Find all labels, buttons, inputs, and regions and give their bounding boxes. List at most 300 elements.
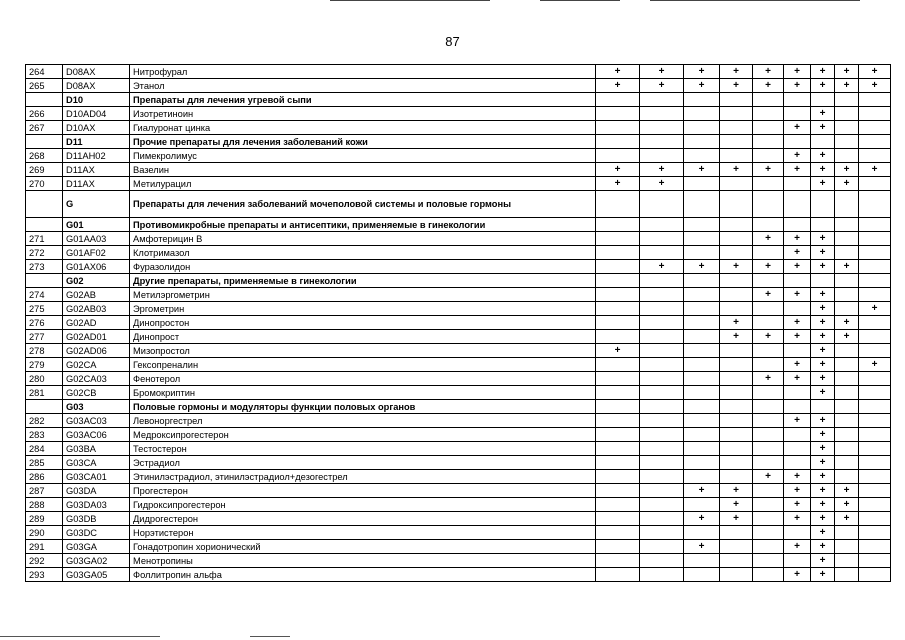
- mark-cell: [835, 358, 859, 372]
- row-number-cell: 268: [26, 149, 63, 163]
- mark-cell: [859, 218, 891, 232]
- drug-name-cell: Гидроксипрогестерон: [130, 498, 596, 512]
- mark-cell: [859, 512, 891, 526]
- row-number-cell: 266: [26, 107, 63, 121]
- atc-code-cell: G02: [63, 274, 130, 288]
- drug-name-cell: Мизопростол: [130, 344, 596, 358]
- section-row: [26, 400, 891, 414]
- mark-cell: [835, 149, 859, 163]
- table-row: [26, 358, 891, 372]
- mark-cell: +: [784, 121, 811, 135]
- mark-cell: [835, 344, 859, 358]
- table-row: [26, 414, 891, 428]
- table-row: [26, 344, 891, 358]
- row-number-cell: 273: [26, 260, 63, 274]
- mark-cell: [753, 107, 784, 121]
- mark-cell: [596, 149, 640, 163]
- drug-name-cell: Пимекролимус: [130, 149, 596, 163]
- mark-cell: +: [811, 330, 835, 344]
- atc-code-cell: G01AX06: [63, 260, 130, 274]
- mark-cell: +: [859, 163, 891, 177]
- mark-cell: [640, 456, 684, 470]
- atc-code-cell: D08AX: [63, 65, 130, 79]
- mark-cell: +: [596, 177, 640, 191]
- mark-cell: [835, 470, 859, 484]
- mark-cell: +: [811, 526, 835, 540]
- mark-cell: +: [811, 246, 835, 260]
- row-number-cell: 284: [26, 442, 63, 456]
- mark-cell: [684, 498, 720, 512]
- mark-cell: +: [811, 386, 835, 400]
- mark-cell: [596, 260, 640, 274]
- atc-code-cell: D11AX: [63, 163, 130, 177]
- mark-cell: +: [753, 288, 784, 302]
- mark-cell: [640, 246, 684, 260]
- table-row: [26, 177, 891, 191]
- mark-cell: +: [811, 512, 835, 526]
- drug-name-cell: Половые гормоны и модуляторы функции половых органов: [130, 400, 596, 414]
- mark-cell: [640, 372, 684, 386]
- row-number-cell: 283: [26, 428, 63, 442]
- mark-cell: [859, 428, 891, 442]
- mark-cell: [753, 442, 784, 456]
- mark-cell: [835, 302, 859, 316]
- mark-cell: +: [811, 121, 835, 135]
- atc-code-cell: G02AD: [63, 316, 130, 330]
- mark-cell: [684, 442, 720, 456]
- atc-code-cell: G03GA05: [63, 568, 130, 582]
- mark-cell: [859, 344, 891, 358]
- mark-cell: [684, 93, 720, 107]
- mark-cell: [859, 526, 891, 540]
- drug-name-cell: Менотропины: [130, 554, 596, 568]
- mark-cell: [596, 316, 640, 330]
- mark-cell: +: [811, 163, 835, 177]
- mark-cell: [811, 218, 835, 232]
- table-row: [26, 442, 891, 456]
- mark-cell: [720, 372, 753, 386]
- mark-cell: [753, 386, 784, 400]
- table-row: [26, 260, 891, 274]
- row-number-cell: 280: [26, 372, 63, 386]
- mark-cell: [859, 107, 891, 121]
- atc-code-cell: G02CA: [63, 358, 130, 372]
- mark-cell: [859, 372, 891, 386]
- mark-cell: +: [811, 484, 835, 498]
- drug-name-cell: Гиалуронат цинка: [130, 121, 596, 135]
- scan-bottom-line: [0, 636, 160, 637]
- mark-cell: [811, 93, 835, 107]
- mark-cell: [720, 121, 753, 135]
- mark-cell: +: [811, 344, 835, 358]
- mark-cell: +: [784, 316, 811, 330]
- mark-cell: +: [720, 316, 753, 330]
- atc-code-cell: D08AX: [63, 79, 130, 93]
- row-number-cell: 274: [26, 288, 63, 302]
- mark-cell: [835, 400, 859, 414]
- drug-name-cell: Дидрогестерон: [130, 512, 596, 526]
- mark-cell: +: [811, 442, 835, 456]
- mark-cell: +: [784, 163, 811, 177]
- mark-cell: [753, 400, 784, 414]
- scan-top-line: [650, 0, 860, 1]
- drug-name-cell: Фенотерол: [130, 372, 596, 386]
- mark-cell: [811, 191, 835, 218]
- mark-cell: +: [596, 65, 640, 79]
- mark-cell: +: [811, 288, 835, 302]
- mark-cell: +: [640, 79, 684, 93]
- row-number-cell: 269: [26, 163, 63, 177]
- mark-cell: [859, 484, 891, 498]
- mark-cell: [684, 149, 720, 163]
- mark-cell: +: [684, 484, 720, 498]
- atc-code-cell: G02AD06: [63, 344, 130, 358]
- mark-cell: +: [784, 540, 811, 554]
- row-number-cell: 277: [26, 330, 63, 344]
- mark-cell: +: [811, 540, 835, 554]
- mark-cell: [753, 428, 784, 442]
- mark-cell: [596, 386, 640, 400]
- mark-cell: [684, 191, 720, 218]
- mark-cell: +: [784, 512, 811, 526]
- mark-cell: [859, 386, 891, 400]
- mark-cell: +: [684, 260, 720, 274]
- mark-cell: [753, 121, 784, 135]
- mark-cell: +: [811, 177, 835, 191]
- drug-name-cell: Фоллитропин альфа: [130, 568, 596, 582]
- table-row: [26, 302, 891, 316]
- mark-cell: +: [784, 330, 811, 344]
- mark-cell: +: [811, 470, 835, 484]
- mark-cell: +: [753, 260, 784, 274]
- mark-cell: [811, 274, 835, 288]
- mark-cell: [684, 316, 720, 330]
- mark-cell: [720, 107, 753, 121]
- mark-cell: +: [835, 163, 859, 177]
- atc-code-cell: G03GA: [63, 540, 130, 554]
- atc-code-cell: G01AF02: [63, 246, 130, 260]
- mark-cell: [811, 400, 835, 414]
- mark-cell: [684, 372, 720, 386]
- mark-cell: [859, 554, 891, 568]
- table-row: [26, 526, 891, 540]
- mark-cell: +: [720, 498, 753, 512]
- mark-cell: [720, 526, 753, 540]
- mark-cell: [596, 540, 640, 554]
- mark-cell: [596, 568, 640, 582]
- mark-cell: +: [720, 260, 753, 274]
- mark-cell: +: [811, 302, 835, 316]
- drug-name-cell: Препараты для лечения заболеваний мочеполовой системы и половые гормоны: [130, 191, 596, 218]
- mark-cell: +: [720, 512, 753, 526]
- row-number-cell: 272: [26, 246, 63, 260]
- mark-cell: [720, 288, 753, 302]
- mark-cell: +: [835, 512, 859, 526]
- mark-cell: [684, 414, 720, 428]
- row-number-cell: 287: [26, 484, 63, 498]
- mark-cell: [835, 218, 859, 232]
- mark-cell: [720, 232, 753, 246]
- mark-cell: [596, 218, 640, 232]
- mark-cell: [596, 442, 640, 456]
- mark-cell: +: [753, 79, 784, 93]
- mark-cell: [720, 400, 753, 414]
- mark-cell: +: [784, 288, 811, 302]
- mark-cell: [640, 498, 684, 512]
- mark-cell: [835, 554, 859, 568]
- mark-cell: +: [640, 65, 684, 79]
- mark-cell: [684, 177, 720, 191]
- mark-cell: +: [835, 79, 859, 93]
- mark-cell: [835, 372, 859, 386]
- mark-cell: [784, 442, 811, 456]
- table-row: [26, 121, 891, 135]
- mark-cell: [720, 414, 753, 428]
- mark-cell: +: [811, 554, 835, 568]
- atc-code-cell: G01: [63, 218, 130, 232]
- mark-cell: [753, 498, 784, 512]
- atc-code-cell: G02AD01: [63, 330, 130, 344]
- mark-cell: +: [811, 316, 835, 330]
- table-row: [26, 498, 891, 512]
- atc-code-cell: G: [63, 191, 130, 218]
- mark-cell: [684, 246, 720, 260]
- atc-code-cell: G03DA: [63, 484, 130, 498]
- atc-code-cell: G03CA01: [63, 470, 130, 484]
- row-number-cell: [26, 135, 63, 149]
- mark-cell: [640, 428, 684, 442]
- mark-cell: +: [784, 484, 811, 498]
- row-number-cell: 276: [26, 316, 63, 330]
- row-number-cell: 286: [26, 470, 63, 484]
- atc-code-cell: G03GA02: [63, 554, 130, 568]
- mark-cell: [684, 358, 720, 372]
- mark-cell: +: [684, 163, 720, 177]
- mark-cell: [835, 428, 859, 442]
- row-number-cell: 270: [26, 177, 63, 191]
- mark-cell: [596, 232, 640, 246]
- table-row: [26, 79, 891, 93]
- mark-cell: [596, 135, 640, 149]
- mark-cell: +: [684, 512, 720, 526]
- mark-cell: +: [684, 540, 720, 554]
- mark-cell: [753, 149, 784, 163]
- mark-cell: +: [720, 330, 753, 344]
- mark-cell: +: [784, 232, 811, 246]
- mark-cell: +: [640, 260, 684, 274]
- drug-name-cell: Нитрофурал: [130, 65, 596, 79]
- mark-cell: [784, 526, 811, 540]
- table-row: [26, 246, 891, 260]
- mark-cell: [720, 302, 753, 316]
- mark-cell: [784, 400, 811, 414]
- row-number-cell: 290: [26, 526, 63, 540]
- section-row: [26, 274, 891, 288]
- mark-cell: +: [811, 260, 835, 274]
- atc-code-cell: D11: [63, 135, 130, 149]
- mark-cell: [784, 344, 811, 358]
- atc-code-cell: G02AB03: [63, 302, 130, 316]
- mark-cell: [720, 470, 753, 484]
- mark-cell: [596, 358, 640, 372]
- mark-cell: [684, 218, 720, 232]
- mark-cell: [596, 428, 640, 442]
- mark-cell: [596, 302, 640, 316]
- mark-cell: [720, 554, 753, 568]
- mark-cell: +: [784, 149, 811, 163]
- mark-cell: [596, 372, 640, 386]
- scan-top-line: [330, 0, 490, 1]
- mark-cell: [640, 121, 684, 135]
- mark-cell: [640, 358, 684, 372]
- mark-cell: +: [784, 498, 811, 512]
- mark-cell: [684, 568, 720, 582]
- mark-cell: [859, 177, 891, 191]
- mark-cell: [835, 232, 859, 246]
- mark-cell: [811, 135, 835, 149]
- mark-cell: [835, 93, 859, 107]
- mark-cell: [753, 274, 784, 288]
- mark-cell: [835, 121, 859, 135]
- table-row: [26, 232, 891, 246]
- drug-name-cell: Другие препараты, применяемые в гинекологии: [130, 274, 596, 288]
- mark-cell: [640, 149, 684, 163]
- mark-cell: +: [784, 568, 811, 582]
- mark-cell: [753, 344, 784, 358]
- page-number: 87: [445, 34, 460, 49]
- atc-code-cell: G02AB: [63, 288, 130, 302]
- mark-cell: [720, 135, 753, 149]
- drug-name-cell: Амфотерицин В: [130, 232, 596, 246]
- scan-bottom-line: [250, 636, 290, 637]
- mark-cell: [684, 107, 720, 121]
- mark-cell: [596, 274, 640, 288]
- mark-cell: +: [784, 372, 811, 386]
- mark-cell: [596, 191, 640, 218]
- mark-cell: [720, 442, 753, 456]
- mark-cell: [640, 400, 684, 414]
- mark-cell: +: [684, 79, 720, 93]
- drug-name-cell: Норэтистерон: [130, 526, 596, 540]
- mark-cell: [684, 330, 720, 344]
- table-row: [26, 554, 891, 568]
- table-row: [26, 428, 891, 442]
- mark-cell: [753, 358, 784, 372]
- mark-cell: [720, 274, 753, 288]
- mark-cell: [684, 274, 720, 288]
- mark-cell: [596, 512, 640, 526]
- row-number-cell: 289: [26, 512, 63, 526]
- table-row: [26, 484, 891, 498]
- drug-name-cell: Этинилэстрадиол, этинилэстрадиол+дезогестрел: [130, 470, 596, 484]
- mark-cell: [596, 484, 640, 498]
- mark-cell: [859, 149, 891, 163]
- mark-cell: +: [835, 65, 859, 79]
- mark-cell: [684, 288, 720, 302]
- mark-cell: +: [835, 484, 859, 498]
- atc-code-cell: G01AA03: [63, 232, 130, 246]
- drug-name-cell: Этанол: [130, 79, 596, 93]
- mark-cell: [859, 135, 891, 149]
- mark-cell: +: [784, 65, 811, 79]
- mark-cell: [784, 107, 811, 121]
- table-row: [26, 149, 891, 163]
- mark-cell: +: [811, 79, 835, 93]
- mark-cell: +: [835, 498, 859, 512]
- mark-cell: [720, 568, 753, 582]
- row-number-cell: 291: [26, 540, 63, 554]
- row-number-cell: 265: [26, 79, 63, 93]
- mark-cell: [720, 191, 753, 218]
- row-number-cell: 281: [26, 386, 63, 400]
- mark-cell: [859, 442, 891, 456]
- mark-cell: [859, 246, 891, 260]
- mark-cell: +: [859, 302, 891, 316]
- drug-name-cell: Бромокриптин: [130, 386, 596, 400]
- mark-cell: [784, 302, 811, 316]
- mark-cell: [684, 302, 720, 316]
- mark-cell: [596, 400, 640, 414]
- mark-cell: [640, 442, 684, 456]
- mark-cell: [835, 274, 859, 288]
- atc-code-cell: G02CA03: [63, 372, 130, 386]
- mark-cell: [684, 428, 720, 442]
- mark-cell: +: [859, 358, 891, 372]
- mark-cell: [720, 246, 753, 260]
- mark-cell: [753, 93, 784, 107]
- mark-cell: +: [811, 568, 835, 582]
- mark-cell: [596, 107, 640, 121]
- mark-cell: [753, 456, 784, 470]
- drug-name-cell: Гонадотропин хорионический: [130, 540, 596, 554]
- mark-cell: [784, 93, 811, 107]
- mark-cell: [835, 568, 859, 582]
- drug-name-cell: Противомикробные препараты и антисептики, применяемые в гинекологии: [130, 218, 596, 232]
- drug-name-cell: Изотретиноин: [130, 107, 596, 121]
- drug-name-cell: Гексопреналин: [130, 358, 596, 372]
- table-row: [26, 330, 891, 344]
- mark-cell: [859, 330, 891, 344]
- drug-name-cell: Метилурацил: [130, 177, 596, 191]
- mark-cell: [859, 288, 891, 302]
- table-row: [26, 372, 891, 386]
- mark-cell: +: [811, 65, 835, 79]
- atc-code-cell: D10: [63, 93, 130, 107]
- mark-cell: [596, 554, 640, 568]
- mark-cell: [640, 526, 684, 540]
- mark-cell: [859, 498, 891, 512]
- table-row: [26, 568, 891, 582]
- mark-cell: [753, 218, 784, 232]
- mark-cell: +: [811, 456, 835, 470]
- mark-cell: [859, 121, 891, 135]
- mark-cell: [784, 456, 811, 470]
- mark-cell: [835, 191, 859, 218]
- mark-cell: [684, 400, 720, 414]
- mark-cell: [640, 344, 684, 358]
- mark-cell: [640, 484, 684, 498]
- atc-code-cell: G03DC: [63, 526, 130, 540]
- mark-cell: +: [720, 79, 753, 93]
- table-row: [26, 456, 891, 470]
- mark-cell: +: [753, 65, 784, 79]
- mark-cell: [835, 107, 859, 121]
- row-number-cell: [26, 93, 63, 107]
- mark-cell: [640, 568, 684, 582]
- mark-cell: [753, 302, 784, 316]
- mark-cell: +: [835, 177, 859, 191]
- mark-cell: [753, 554, 784, 568]
